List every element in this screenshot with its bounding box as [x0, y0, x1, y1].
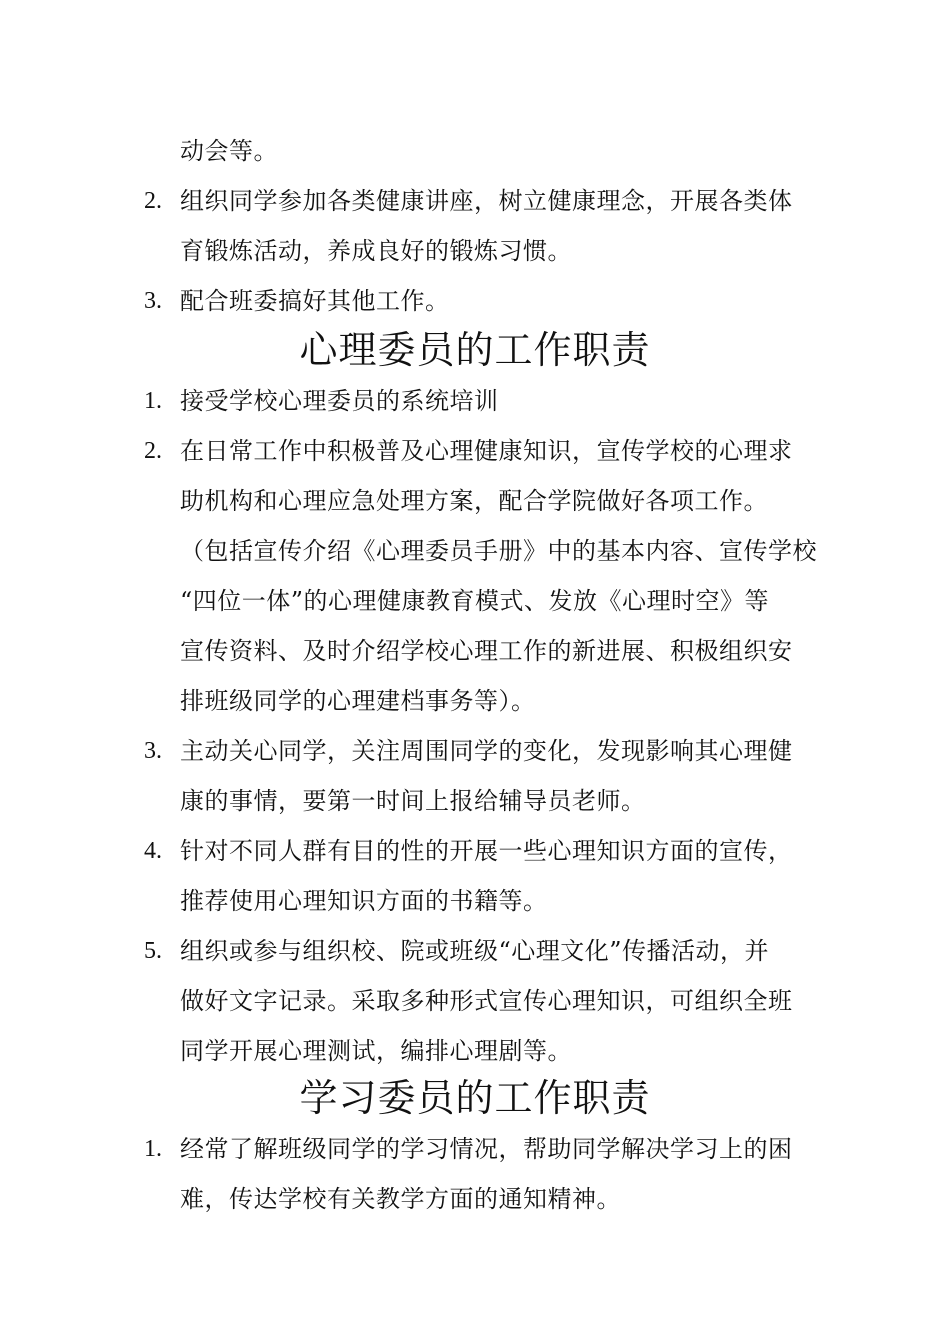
text-line: 主动关心同学，关注周围同学的变化，发现影响其心理健 [180, 737, 793, 765]
section-heading-study: 学习委员的工作职责 [299, 1076, 651, 1120]
list-number: 3. [144, 288, 162, 314]
text-line: 助机构和心理应急处理方案，配合学院做好各项工作。 [180, 487, 768, 515]
text-line: 针对不同人群有目的性的开展一些心理知识方面的宣传， [180, 837, 793, 865]
text-line: 组织同学参加各类健康讲座，树立健康理念，开展各类体 [180, 187, 793, 215]
text-line: 康的事情，要第一时间上报给辅导员老师。 [180, 787, 646, 815]
text-line: 组织或参与组织校、院或班级“心理文化”传播活动，并 [180, 937, 770, 965]
text-line: 在日常工作中积极普及心理健康知识，宣传学校的心理求 [180, 437, 793, 465]
text-line: 做好文字记录。采取多种形式宣传心理知识，可组织全班 [180, 987, 793, 1015]
text-line: （包括宣传介绍《心理委员手册》中的基本内容、宣传学校 [180, 537, 817, 565]
text-line: 排班级同学的心理建档事务等）。 [180, 687, 536, 715]
text-line: 动会等。 [180, 137, 278, 165]
list-number: 5. [144, 938, 162, 964]
text-line: 育锻炼活动，养成良好的锻炼习惯。 [180, 237, 572, 265]
text-line: 宣传资料、及时介绍学校心理工作的新进展、积极组织安 [180, 637, 793, 665]
list-number: 2. [144, 438, 162, 464]
list-number: 4. [144, 838, 162, 864]
text-line: “四位一体”的心理健康教育模式、发放《心理时空》等 [180, 587, 770, 615]
text-line: 接受学校心理委员的系统培训 [180, 387, 499, 415]
text-line: 难，传达学校有关教学方面的通知精神。 [180, 1185, 621, 1213]
text-line: 配合班委搞好其他工作。 [180, 287, 450, 315]
text-line: 推荐使用心理知识方面的书籍等。 [180, 887, 548, 915]
text-line: 经常了解班级同学的学习情况，帮助同学解决学习上的困 [180, 1135, 793, 1163]
list-number: 3. [144, 738, 162, 764]
list-number: 1. [144, 1136, 162, 1162]
list-number: 1. [144, 388, 162, 414]
list-number: 2. [144, 188, 162, 214]
section-heading-psych: 心理委员的工作职责 [299, 328, 651, 372]
text-line: 同学开展心理测试，编排心理剧等。 [180, 1037, 572, 1065]
